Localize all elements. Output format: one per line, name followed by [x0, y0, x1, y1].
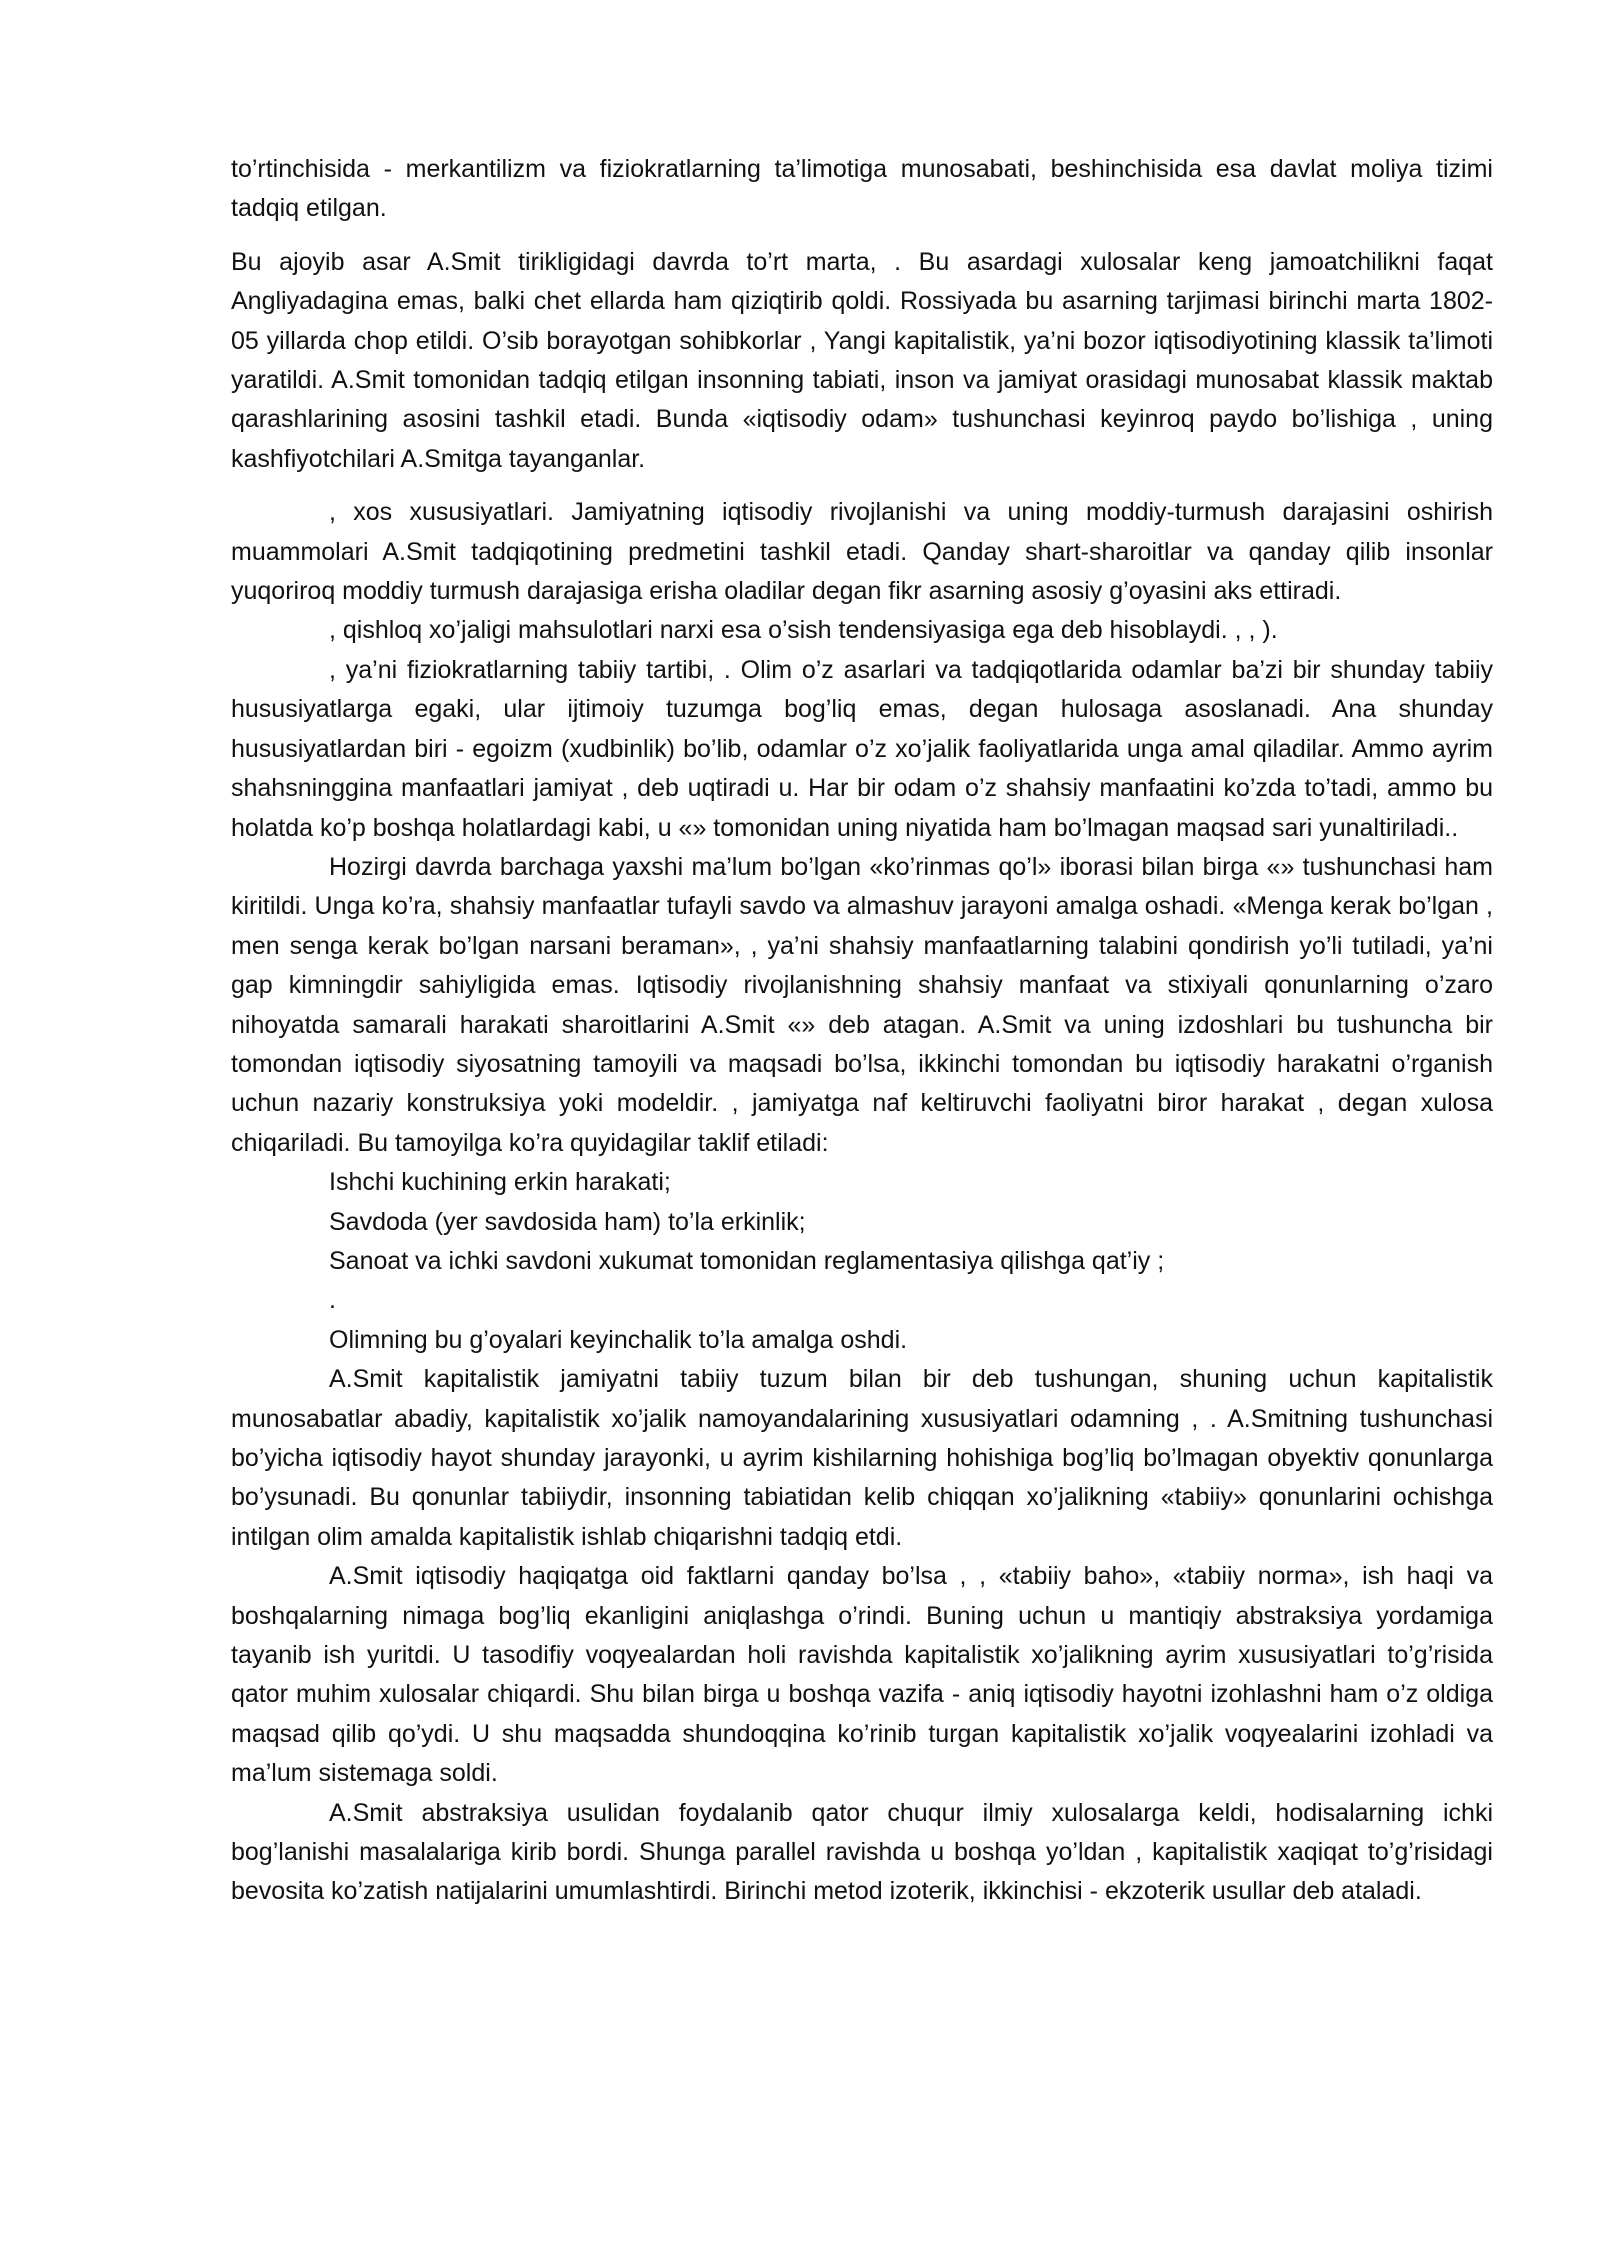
list-item: Savdoda (yer savdosida ham) to’la erkinlik; — [329, 1207, 806, 1236]
paragraph: A.Smit kapitalistik jamiyatni tabiiy tuzum bilan bir deb tushungan, shuning uchun kapitalistik munosabatlar abadiy, kapitalistik xo’jalik namoyandalarining xususiyatlari odamning , . A.Smitning tushunchasi bo’yicha iqtisodiy hayot shunday jarayonki, u ayrim kishilarning hohishiga bog’liq bo’lmagan obyektiv qonunlarga bo’ysunadi. Bu qonunlar tabiiydir, insonning tabiatidan kelib chiqqan xo’jalikning «tabiiy» qonunlarini ochishga intilgan olim amalda kapitalistik ishlab chiqarishni tadqiq etdi. — [231, 1365, 1493, 1551]
list-item: Olimning bu g’oyalari keyinchalik to’la amalga oshdi. — [329, 1325, 908, 1354]
paragraph: A.Smit iqtisodiy haqiqatga oid faktlarni qanday bo’lsa , , «tabiiy baho», «tabiiy norma», ish haqi va boshqalarning nimaga bog’liq ekanligini aniqlashga o’rindi. Buning uchun u mantiqiy abstraksiya yordamiga tayanib ish yuritdi. U tasodifiy voqyealardan holi ravishda kapitalistik xo’jalikning ayrim xususiyatlari to’g’risida qator muhim xulosalar chiqardi. Shu bilan birga u boshqa vazifa - aniq iqtisodiy hayotni izohlashni ham o’z oldiga maqsad qilib qo’ydi. U shu maqsadda shundoqqina ko’rinib turgan kapitalistik xo’jalik voqyealarini izohladi va ma’lum sistemaga soldi. — [231, 1562, 1493, 1788]
paragraph: Bu ajoyib asar A.Smit tirikligidagi davrda to’rt marta, . Bu asardagi xulosalar keng jamoatchilikni faqat Angliyadagina emas, balki chet ellarda ham qiziqtirib qoldi. Rossiyada bu asarning tarjimasi birinchi marta 1802-05 yillarda chop etildi. O’sib borayotgan sohibkorlar , Yangi kapitalistik, ya’ni bozor iqtisodiyotining klassik ta’limoti yaratildi. A.Smit tomonidan tadqiq etilgan insonning tabiati, inson va jamiyat orasidagi munosabat klassik maktab qarashlarining asosini tashkil etadi. Bunda «iqtisodiy odam» tushunchasi keyinroq paydo bo’lishiga , uning kashfiyotchilari A.Smitga tayanganlar. — [231, 247, 1493, 473]
list-item: . — [329, 1286, 336, 1315]
paragraph: Hozirgi davrda barchaga yaxshi ma’lum bo’lgan «ko’rinmas qo’l» iborasi bilan birga «» tushunchasi ham kiritildi. Unga ko’ra, shahsiy manfaatlar tufayli savdo va almashuv jarayoni amalga oshadi. «Menga kerak bo’lgan , men senga kerak bo’lgan narsani beraman», , ya’ni shahsiy manfaatlarning talabini qondirish yo’li tutiladi, ya’ni gap kimningdir sahiyligida emas. Iqtisodiy rivojlanishning shahsiy manfaat va stixiyali qonunlarning o’zaro nihoyatda samarali harakati sharoitlarini A.Smit «» deb atagan. A.Smit va uning izdoshlari bu tushuncha bir tomondan iqtisodiy siyosatning tamoyili va maqsadi bo’lsa, ikkinchi tomondan bu iqtisodiy harakatni o’rganish uchun nazariy konstruksiya yoki modeldir. , jamiyatga naf keltiruvchi faoliyatni biror harakat , degan xulosa chiqariladi. Bu tamoyilga ko’ra quyidagilar taklif etiladi: — [231, 852, 1493, 1157]
list-item: Ishchi kuchining erkin harakati; — [329, 1168, 671, 1197]
paragraph: A.Smit abstraksiya usulidan foydalanib qator chuqur ilmiy xulosalarga keldi, hodisalarning ichki bog’lanishi masalalariga kirib bordi. Shunga parallel ravishda u boshqa yo’ldan , kapitalistik xaqiqat to’g’risidagi bevosita ko’zatish natijalarini umumlashtirdi. Birinchi metod izoterik, ikkinchisi - ekzoterik usullar deb ataladi. — [231, 1798, 1493, 1906]
paragraph: to’rtinchisida - merkantilizm va fiziokratlarning ta’limotiga munosabati, beshinchisida esa davlat moliya tizimi tadqiq etilgan. — [231, 155, 1493, 223]
paragraph: , xos xususiyatlari. Jamiyatning iqtisodiy rivojlanishi va uning moddiy-turmush darajasini oshirish muammolari A.Smit tadqiqotining predmetini tashkil etadi. Qanday shart-sharoitlar va qanday qilib insonlar yuqoriroq moddiy turmush darajasiga erisha oladilar degan fikr asarning asosiy g’oyasini aks ettiradi. — [231, 498, 1493, 606]
paragraph: , ya’ni fiziokratlarning tabiiy tartibi, . Olim o’z asarlari va tadqiqotlarida odamlar ba’zi bir shunday tabiiy hususiyatlarga egaki, ular ijtimoiy tuzumga bog’liq emas, degan hulosaga asoslanadi. Ana shunday hususiyatlardan biri - egoizm (xudbinlik) bo’lib, odamlar o’z xo’jalik faoliyatlarida unga amal qiladilar. Ammo ayrim shahsninggina manfaatlari jamiyat , deb uqtiradi u. Har bir odam o’z shahsiy manfaatini ko’zda to’tadi, ammo bu holatda ko’p boshqa holatlardagi kabi, u «» tomonidan uning niyatida ham bo’lmagan maqsad sari yunaltiriladi.. — [231, 655, 1493, 842]
paragraph: , qishloq xo’jaligi mahsulotlari narxi esa o’sish tendensiyasiga ega deb hisoblaydi. , , ). — [329, 616, 1278, 645]
document-page — [231, 150, 1493, 1912]
list-item: Sanoat va ichki savdoni xukumat tomonidan reglamentasiya qilishga qat’iy ; — [329, 1246, 1165, 1275]
